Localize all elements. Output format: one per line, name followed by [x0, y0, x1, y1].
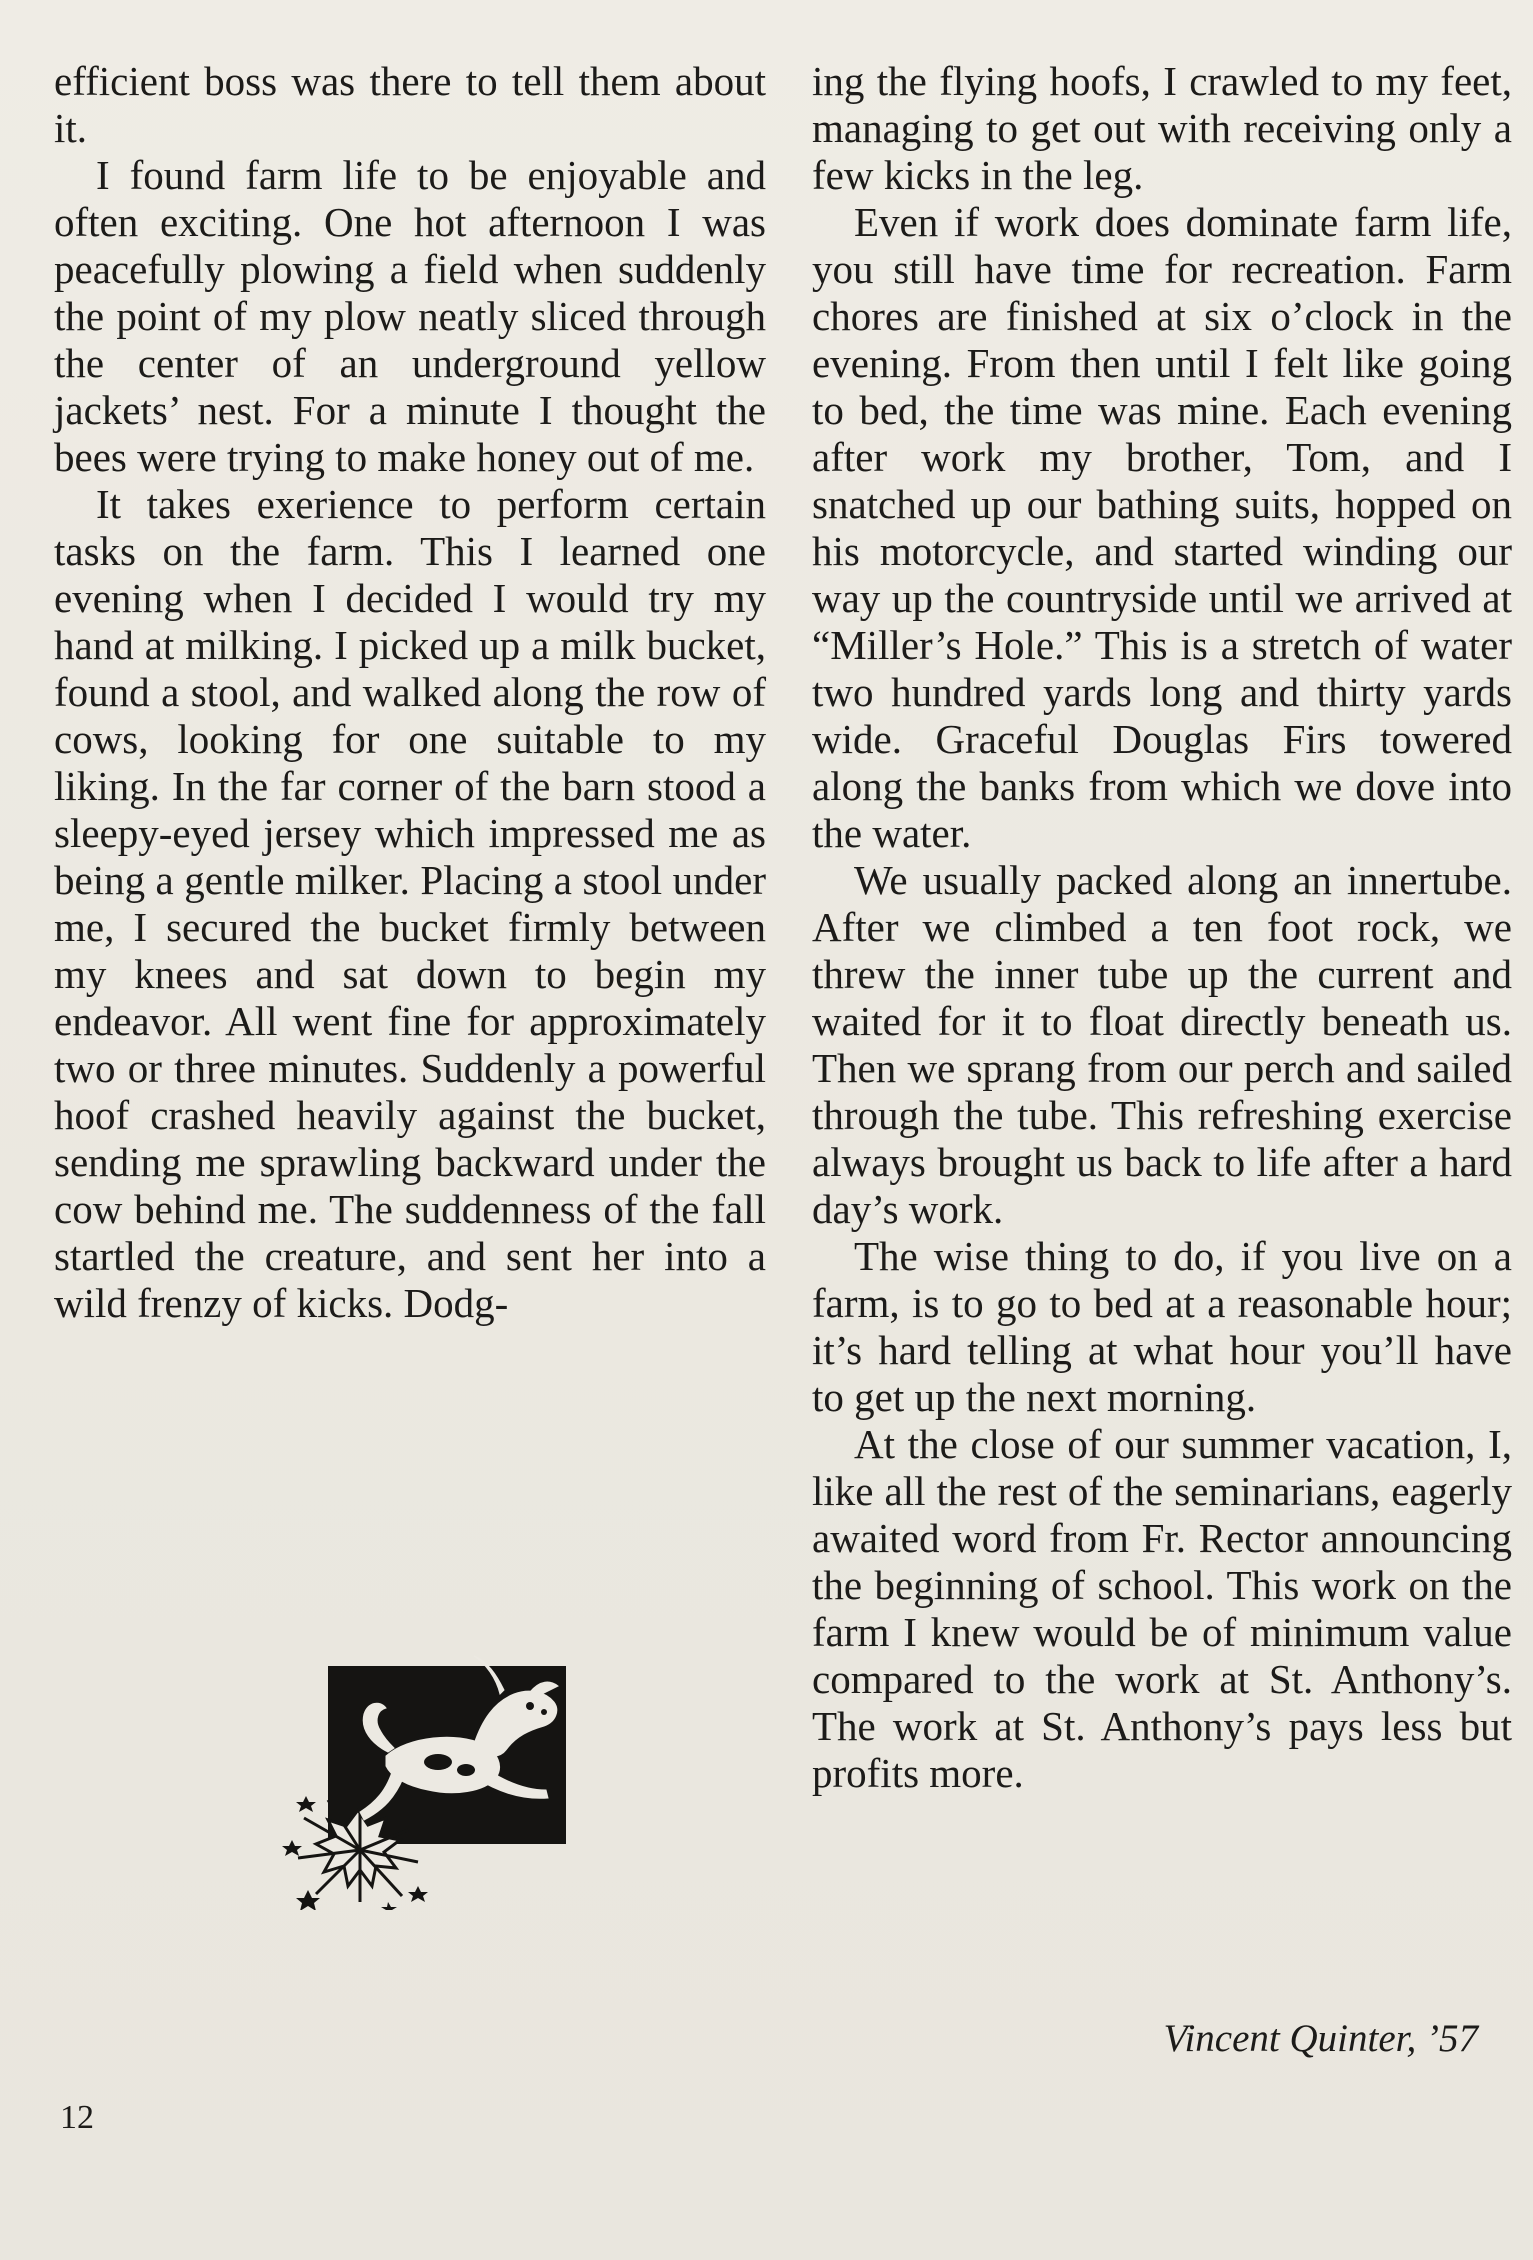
right-text-column: [812, 58, 1512, 1797]
kicking-cow-illustration: [268, 1640, 578, 1910]
paragraph: At the close of our summer vacation, I, like all the rest of the seminarians, eagerly awaited word from Fr. Rector announcing the beginning of school. This work on the farm I knew would be of minimum value compared to the work at St. Anthony’s. The work at St. Anthony’s pays less but profits more.: [812, 1421, 1512, 1796]
paragraph: The wise thing to do, if you live on a farm, is to go to bed at a reasonable hour; it’s hard telling at what hour you’ll have to get up the next morning.: [812, 1233, 1512, 1420]
paragraph: efficient boss was there to tell them about it.: [54, 58, 766, 151]
left-text-column: [54, 58, 766, 1327]
paragraph: We usually packed along an innertube. After we climbed a ten foot rock, we threw the inner tube up the current and waited for it to float directly beneath us. Then we sprang from our perch and sailed through the tube. This refreshing exercise always brought us back to life after a hard day’s work.: [812, 857, 1512, 1232]
paragraph: ing the flying hoofs, I crawled to my feet, managing to get out with receiving only a few kicks in the leg.: [812, 58, 1512, 198]
author-signature: Vincent Quinter, ’57: [1163, 2017, 1478, 2060]
paragraph: It takes exerience to perform certain tasks on the farm. This I learned one evening when I decided I would try my hand at milking. I picked up a milk bucket, found a stool, and walked along the row of cows, looking for one suitable to my liking. In the far corner of the barn stood a sleepy-eyed jersey which impressed me as being a gentle milker. Placing a stool under me, I secured the bucket firmly between my knees and sat down to begin my endeavor. All went fine for approximately two or three minutes. Suddenly a powerful hoof crashed heavily against the bucket, sending me sprawling backward under the cow behind me. The suddenness of the fall startled the creature, and sent her into a wild frenzy of kicks. Dodg-: [54, 481, 766, 1326]
page-number: 12: [60, 2099, 94, 2136]
paragraph: Even if work does dominate farm life, you still have time for recreation. Farm chores are finished at six o’clock in the evening. From then until I felt like going to bed, the time was mine. Each evening after work my brother, Tom, and I snatched up our bathing suits, hopped on his motorcycle, and started winding our way up the countryside until we arrived at “Miller’s Hole.” This is a stretch of water two hundred yards long and thirty yards wide. Graceful Douglas Firs towered along the banks from which we dove into the water.: [812, 199, 1512, 856]
paragraph: I found farm life to be enjoyable and often exciting. One hot afternoon I was peacefully plowing a field when suddenly the point of my plow neatly sliced through the center of an underground yellow jackets’ nest. For a minute I thought the bees were trying to make honey out of me.: [54, 152, 766, 480]
